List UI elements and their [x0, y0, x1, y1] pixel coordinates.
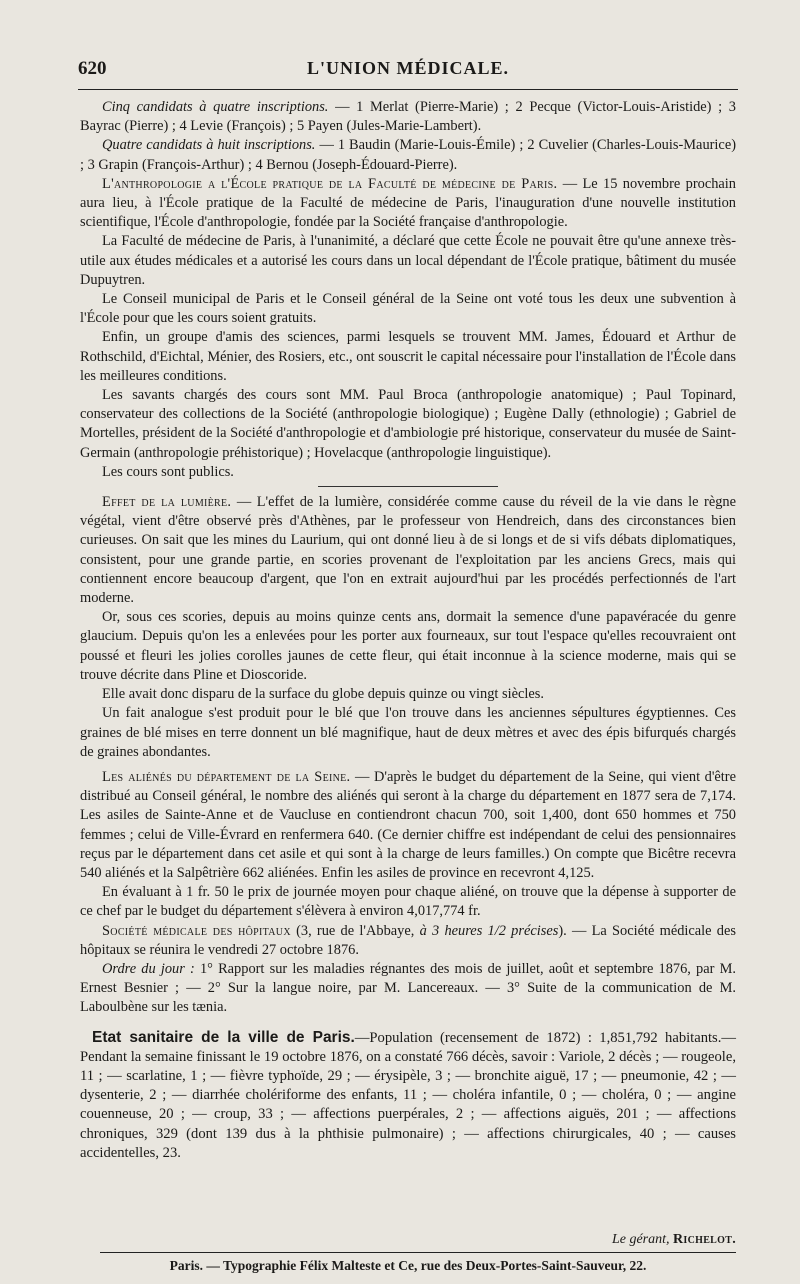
- footer-rule: [100, 1252, 736, 1253]
- alienes-heading: Les aliénés du département de la Seine.: [102, 768, 351, 785]
- anthropologie-paragraph-1: [80, 175, 736, 233]
- anthropologie-paragraph-3: Le Conseil municipal de Paris et le Conseil général de la Seine ont voté tous les deux une subvention à l'École pour que les cours soient gratuits.: [80, 291, 736, 327]
- lumiere-paragraph-2: Or, sous ces scories, depuis au moins quinze cents ans, dormait la semence d'une papavéracée du genre glaucium. Depuis qu'on les a enlevées pour les porter aux fourneaux, sur tout l'espace qu'elles recouvraient ont poussé et fleuri les jolies corolles jaunes de cette fleur, qui était inconnue à la science moderne, mais qui se trouve décrite dans Pline et Dioscoride.: [80, 609, 736, 683]
- anthropologie-paragraph-2: La Faculté de médecine de Paris, à l'unanimité, a déclaré que cette École ne pouvait être qu'une annexe très-utile aux études médicales et a autorisé les cours dans un local dépendant de l'École pratique, bâtiment du musée Dupuytren.: [80, 233, 736, 288]
- etat-sanitaire-heading: Etat sanitaire de la ville de Paris.: [92, 1028, 355, 1046]
- etat-sanitaire-text: —Population (recensement de 1872) : 1,851,792 habitants.—Pendant la semaine finissant le 19 octobre 1876, on a constaté 766 décès, savoir : Variole, 2 décès ; — rougeole, 11 ; — scarlatine, 1 ; — fièvre typhoïde, 29 ; — érysipèle, 3 ; — bronchite aiguë, 17 ; — pneumonie, 42 ; — dysenterie, 2 ; — diarrhée cholériforme des enfants, 11 ; — choléra infantile, 0 ; — choléra, 0 ; — angine couenneuse, 20 ; — croup, 33 ; — affections puerpérales, 2 ; — affections aiguës, 201 ; — affections chroniques, 329 (dont 139 dus à la phthisie pulmonaire) ; — affections chirurgicales, 40 ; — causes accidentelles, 23.: [80, 1029, 736, 1161]
- signature-line: [80, 1232, 736, 1248]
- gerant-name: Richelot.: [673, 1232, 736, 1247]
- societe-heading: Société médicale des hôpitaux: [102, 922, 291, 939]
- lumiere-text-1: — L'effet de la lumière, considérée comme cause du réveil de la vie dans le règne végétal, vient d'être observé près d'Athènes, par le professeur von Hendreich, dans des circonstances bien curieuses. On sait que les mines du Laurium, qui ont donné lieu à de si longs et de si vifs débats diplomatiques, consistent, pour une grande partie, en scories provenant de l'exploitation par les anciens Grecs, mais qui contiennent encore beaucoup d'argent, que l'on en extrait aujourd'hui par les procédés perfectionnés de l'art moderne.: [80, 494, 736, 607]
- alienes-paragraph-1: [80, 768, 736, 883]
- ordre-du-jour-paragraph: [80, 960, 736, 1018]
- lumiere-paragraph-3: Elle avait donc disparu de la surface du globe depuis quinze ou vingt siècles.: [102, 686, 544, 703]
- ordre-du-jour-text: 1° Rapport sur les maladies régnantes des mois de juillet, août et septembre 1876, par M. Ernest Besnier ; — 2° Sur la langue noire, par M. Lancereaux. — 3° Suite de la communication de M. Laboulbène sur les tænia.: [80, 960, 736, 1016]
- societe-paragraph-1: [80, 922, 736, 960]
- running-title: L'UNION MÉDICALE.: [306, 58, 510, 78]
- candidates-lead-2: Quatre candidats à huit inscriptions.: [102, 137, 316, 154]
- etat-sanitaire-section: [80, 1028, 736, 1163]
- alienes-paragraph-2: En évaluant à 1 fr. 50 le prix de journée moyen pour chaque aliéné, on trouve que la dépense à supporter de ce chef par le budget du département s'élèvera à environ 4,017,774 fr.: [80, 884, 736, 920]
- anthropologie-paragraph-6: Les cours sont publics.: [102, 463, 234, 480]
- societe-text-b: ). — La Société médicale des hôpitaux se réunira le vendredi 27 octobre 1876.: [80, 922, 736, 958]
- article-body: [80, 98, 736, 1163]
- candidates-paragraph-2: [80, 136, 736, 174]
- page-header: [78, 58, 738, 88]
- lumiere-paragraph-1: [80, 493, 736, 608]
- candidates-paragraph-1: [80, 98, 736, 136]
- header-rule: [78, 89, 738, 90]
- anthropologie-paragraph-4: Enfin, un groupe d'amis des sciences, parmi lesquels se trouvent MM. James, Édouard et Arthur de Rothschild, d'Eichtal, Ménier, des Rosiers, etc., ont souscrit le capital nécessaire pour l'installation de l'École dans les meilleures conditions.: [80, 329, 736, 384]
- anthropologie-heading: L'anthropologie a l'École pratique de la Faculté de médecine de Paris.: [102, 175, 558, 192]
- candidates-text-1: — 1 Merlat (Pierre-Marie) ; 2 Pecque (Victor-Louis-Aristide) ; 3 Bayrac (Pierre) ; 4 Levie (François) ; 5 Payen (Jules-Marie-Lambert).: [80, 99, 736, 135]
- societe-text-a: (3, rue de l'Abbaye,: [290, 922, 420, 939]
- candidates-lead-1: Cinq candidats à quatre inscriptions.: [102, 99, 329, 115]
- lumiere-paragraph-4: Un fait analogue s'est produit pour le blé que l'on trouve dans les anciennes sépultures égyptiennes. Ces graines de blé mises en terre donnent un blé magnifique, haut de deux mètres et avec des épis bifurqués chargés de graines abondantes.: [80, 705, 736, 760]
- alienes-text-1: — D'après le budget du département de la Seine, qui vient d'être distribué au Conseil général, le nombre des aliénés qui seront à la charge du département en 1877 sera de 7,174. Les asiles de Sainte-Anne et de Vaucluse en contiendront chacun 700, soit 1,400, dont 650 hommes et 750 femmes ; celui de Ville-Évrard en renfermera 640. (Ce dernier chiffre est indépendant de celui des pensionnaires reçus par le département dans cet asile et qui sont à la charge de leurs familles.) On compte que Bicêtre recevra 540 aliénés et la Salpêtrière 662 aliénées. Enfin les asiles de province en recevront 4,125.: [80, 768, 736, 881]
- section-separator: [318, 486, 498, 487]
- anthropologie-text-1: — Le 15 novembre prochain aura lieu, à l'École pratique de la Faculté de médecine de Paris, l'inauguration d'une nouvelle institution scientifique, l'École d'anthropologie, fondée par la Société française d'anthropologie.: [80, 175, 736, 231]
- lumiere-heading: Effet de la lumière.: [102, 494, 232, 511]
- ordre-du-jour-lead: Ordre du jour :: [102, 960, 195, 977]
- page-number: 620: [78, 58, 107, 79]
- gerant-label: Le gérant,: [611, 1232, 670, 1247]
- anthropologie-paragraph-5: Les savants chargés des cours sont MM. Paul Broca (anthropologie anatomique) ; Paul Topinard, conservateur des collections de la Société (anthropologie biologique) ; Eugène Dally (ethnologie) ; Gabriel de Mortelles, président de la Société d'anthropologie et d'ambiologie pré historique, conservateur du musée de Saint-Germain (anthropologie préhistorique) ; Hovelacque (anthropologie linguistique).: [80, 387, 736, 461]
- candidates-text-2: — 1 Baudin (Marie-Louis-Émile) ; 2 Cuvelier (Charles-Louis-Maurice) ; 3 Grapin (François-Arthur) ; 4 Bernou (Joseph-Édouard-Pierre).: [80, 137, 736, 173]
- printer-imprint: Paris. — Typographie Félix Malteste et Ce, rue des Deux-Portes-Saint-Sauveur, 22.: [169, 1258, 647, 1273]
- etat-sanitaire-paragraph: [80, 1028, 736, 1163]
- societe-time: à 3 heures 1/2 précises: [419, 922, 559, 939]
